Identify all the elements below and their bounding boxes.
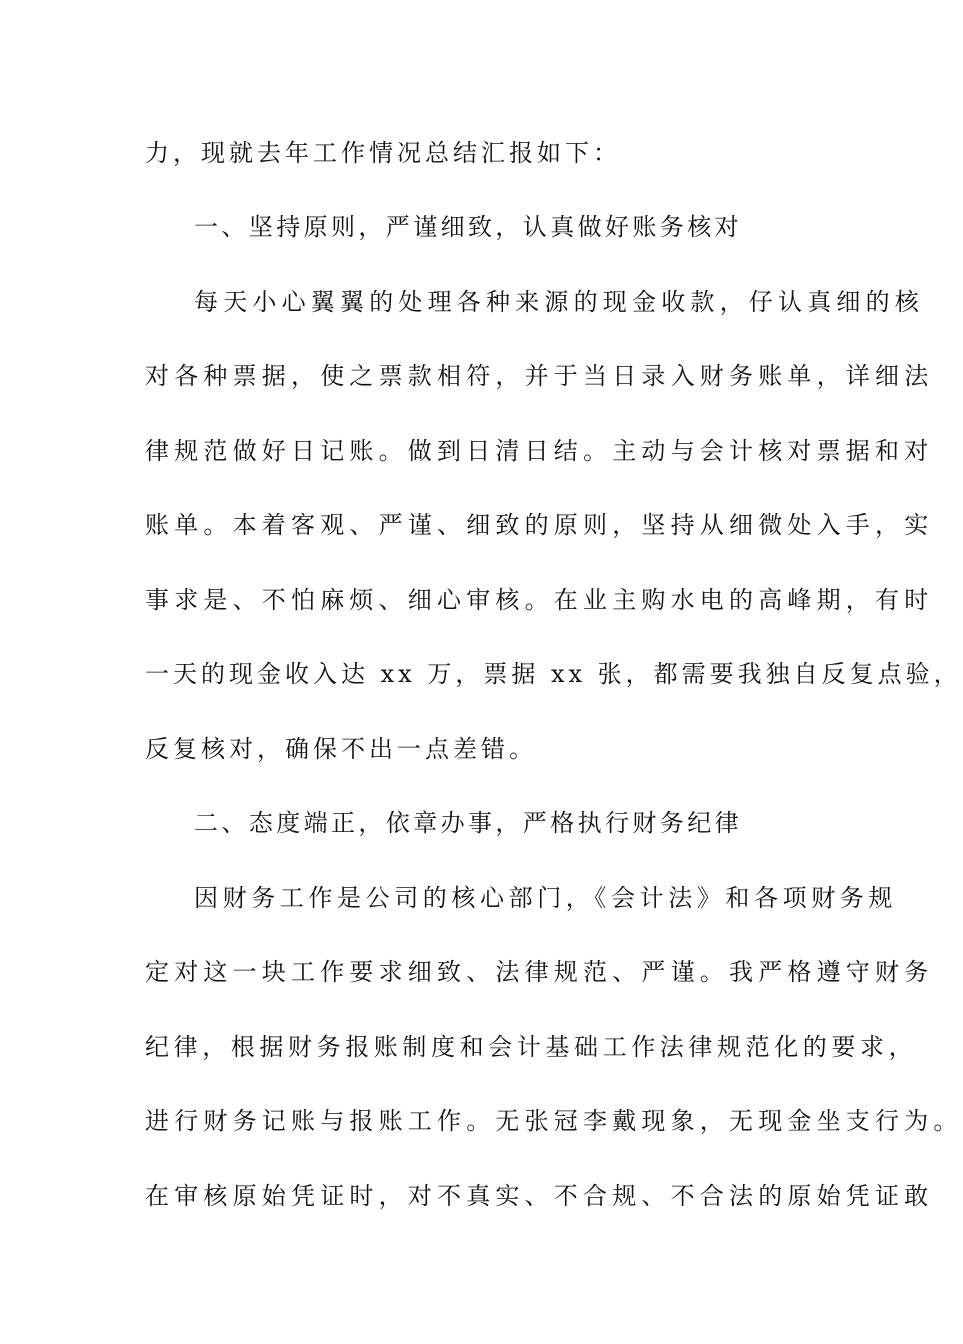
body-text-line: 力，现就去年工作情况总结汇报如下： (145, 139, 621, 167)
body-text-line: 定对这一块工作要求细致、法律规范、严谨。我严格遵守财务 (145, 958, 934, 986)
section-heading-1: 一、坚持原则，严谨细致，认真做好账务核对 (194, 213, 742, 241)
body-text-line: 账单。本着客观、严谨、细致的原则，坚持从细微处入手，实 (145, 511, 934, 539)
body-text-line: 律规范做好日记账。做到日清日结。主动与会计核对票据和对 (145, 437, 934, 465)
body-text-line: 在审核原始凭证时，对不真实、不合规、不合法的原始凭证敢 (145, 1182, 934, 1210)
body-text-line: 反复核对，确保不出一点差错。 (145, 735, 537, 763)
section-heading-2: 二、态度端正，依章办事，严格执行财务纪律 (194, 809, 742, 837)
body-text-line: 事求是、不怕麻烦、细心审核。在业主购水电的高峰期，有时 (145, 586, 934, 614)
body-text-line: 纪律，根据财务报账制度和会计基础工作法律规范化的要求， (145, 1033, 918, 1061)
body-text-line: 对各种票据，使之票款相符，并于当日录入财务账单，详细法 (145, 362, 934, 390)
paragraph-first-line: 每天小心翼翼的处理各种来源的现金收款，仔认真细的核 (194, 288, 924, 316)
paragraph-first-line: 因财务工作是公司的核心部门，《会计法》和各项财务规 (194, 884, 897, 912)
body-text-line: 进行财务记账与报账工作。无张冠李戴现象，无现金坐支行为。 (145, 1107, 963, 1135)
body-text-line: 一天的现金收入达 xx 万，票据 xx 张，都需要我独自反复点验， (145, 660, 962, 688)
